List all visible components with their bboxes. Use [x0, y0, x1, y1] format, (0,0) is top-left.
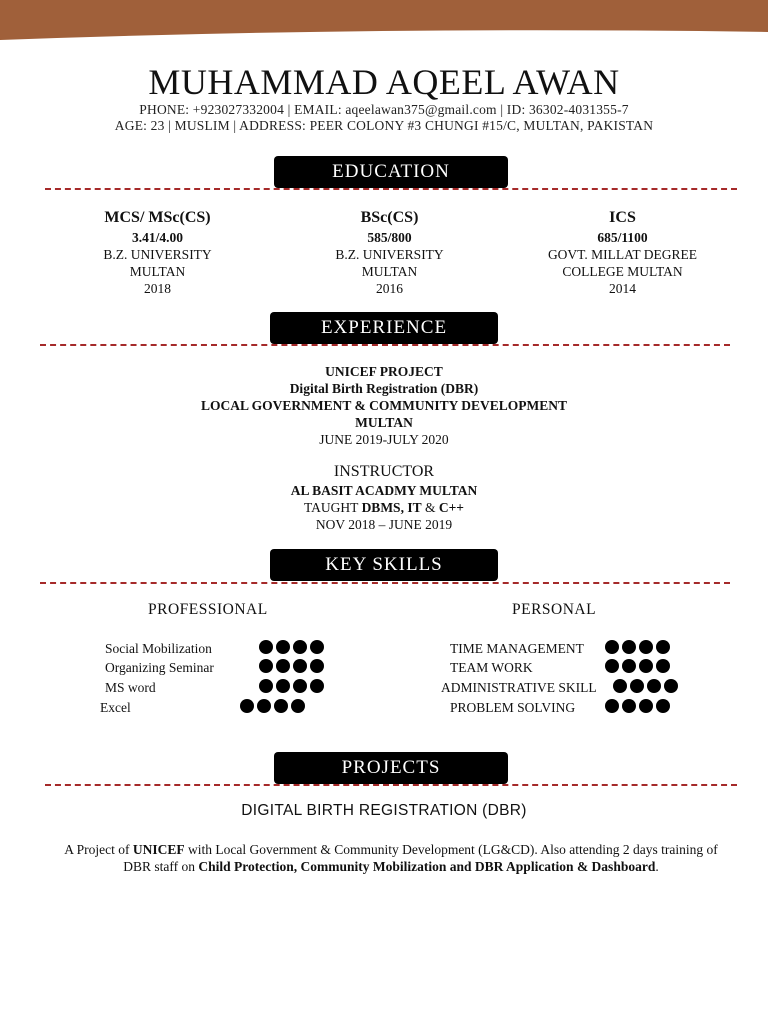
- resume-header: [0, 62, 768, 134]
- degree-institute: GOVT. MILLAT DEGREE: [547, 247, 698, 262]
- skills-section-title: KEY SKILLS: [270, 549, 498, 581]
- skill-label: Excel: [100, 700, 131, 715]
- rating-dot: [276, 659, 290, 673]
- experience-divider: [40, 344, 730, 346]
- rating-dot: [310, 659, 324, 673]
- subjects-main: DBMS, IT: [361, 500, 422, 515]
- skill-rating: [605, 640, 670, 654]
- rating-dot: [291, 699, 305, 713]
- skill-label: TEAM WORK: [450, 660, 533, 675]
- skill-rating: [605, 699, 670, 713]
- degree-institute: B.Z. UNIVERSITY: [103, 247, 212, 262]
- experience-department: LOCAL GOVERNMENT & COMMUNITY DEVELOPMENT: [200, 398, 568, 413]
- experience-city: MULTAN: [355, 415, 413, 430]
- rating-dot: [613, 679, 627, 693]
- rating-dot: [605, 640, 619, 654]
- subjects-prefix: TAUGHT: [304, 500, 362, 515]
- contact-line-2: AGE: 23 | MUSLIM | ADDRESS: PEER COLONY #3 CHUNGI #15/C, MULTAN, PAKISTAN: [114, 118, 654, 133]
- degree-institute: B.Z. UNIVERSITY: [335, 247, 444, 262]
- rating-dot: [622, 699, 636, 713]
- rating-dot: [605, 659, 619, 673]
- degree-name: BSc(CS): [360, 209, 419, 226]
- skill-rating: [613, 679, 678, 693]
- projects-section-title: PROJECTS: [274, 752, 508, 784]
- professional-skills-heading: PROFESSIONAL: [148, 601, 268, 618]
- rating-dot: [656, 699, 670, 713]
- rating-dot: [647, 679, 661, 693]
- desc-part-1: A Project of: [64, 842, 133, 857]
- desc-topics: Child Protection, Community Mobilization and DBR Application & Dashboard: [198, 859, 656, 874]
- contact-line-1: PHONE: +923027332004 | EMAIL: aqeelawan375@gmail.com | ID: 36302-4031355-7: [139, 102, 629, 117]
- rating-dot: [259, 679, 273, 693]
- experience-item-unicef: [0, 363, 768, 448]
- education-item-ics: [530, 207, 715, 297]
- candidate-name: MUHAMMAD AQEEL AWAN: [148, 62, 620, 102]
- rating-dot: [276, 679, 290, 693]
- skill-label: PROBLEM SOLVING: [450, 700, 576, 715]
- rating-dot: [656, 640, 670, 654]
- education-section-title: EDUCATION: [274, 156, 508, 188]
- degree-name: MCS/ MSc(CS): [104, 209, 211, 226]
- experience-project: UNICEF PROJECT: [325, 364, 443, 379]
- experience-program: Digital Birth Registration (DBR): [289, 381, 479, 396]
- experience-org: AL BASIT ACADMY MULTAN: [290, 483, 478, 498]
- degree-grade: 585/800: [367, 230, 412, 245]
- rating-dot: [639, 699, 653, 713]
- subjects-amp: &: [421, 500, 439, 515]
- experience-dates: JUNE 2019-JULY 2020: [319, 432, 449, 447]
- degree-grade: 3.41/4.00: [131, 230, 183, 245]
- degree-year: 2014: [609, 281, 636, 296]
- degree-grade: 685/1100: [597, 230, 648, 245]
- degree-city: MULTAN: [129, 264, 186, 279]
- rating-dot: [639, 640, 653, 654]
- rating-dot: [259, 659, 273, 673]
- experience-item-instructor: [0, 462, 768, 533]
- rating-dot: [639, 659, 653, 673]
- experience-dates: NOV 2018 – JUNE 2019: [315, 517, 453, 532]
- rating-dot: [274, 699, 288, 713]
- skill-label: Organizing Seminar: [105, 660, 214, 675]
- rating-dot: [656, 659, 670, 673]
- skill-rating: [605, 659, 670, 673]
- rating-dot: [240, 699, 254, 713]
- rating-dot: [259, 640, 273, 654]
- skill-rating: [259, 679, 324, 693]
- degree-city: MULTAN: [361, 264, 418, 279]
- degree-city: COLLEGE MULTAN: [562, 264, 683, 279]
- rating-dot: [664, 679, 678, 693]
- rating-dot: [630, 679, 644, 693]
- education-item-bsc: [302, 207, 477, 297]
- degree-year: 2016: [376, 281, 403, 296]
- subjects-cpp: C++: [438, 500, 464, 515]
- skill-label: Social Mobilization: [105, 641, 212, 656]
- skill-label: MS word: [105, 680, 156, 695]
- education-item-mcs: [70, 207, 245, 297]
- project-description: [50, 841, 732, 875]
- experience-subjects: [0, 499, 768, 516]
- desc-unicef: UNICEF: [132, 842, 185, 857]
- skill-label: TIME MANAGEMENT: [450, 641, 584, 656]
- rating-dot: [605, 699, 619, 713]
- rating-dot: [276, 640, 290, 654]
- degree-year: 2018: [144, 281, 171, 296]
- skill-rating: [240, 699, 305, 713]
- desc-part-2: with Local Government & Community Development (LG&CD). Also attending 2 days training of DBR staff on: [123, 842, 718, 874]
- projects-divider: [45, 784, 737, 786]
- personal-skills-heading: PERSONAL: [512, 601, 597, 618]
- rating-dot: [257, 699, 271, 713]
- rating-dot: [293, 679, 307, 693]
- degree-name: ICS: [609, 209, 636, 226]
- experience-role: INSTRUCTOR: [333, 463, 435, 480]
- rating-dot: [622, 659, 636, 673]
- project-title: DIGITAL BIRTH REGISTRATION (DBR): [241, 802, 527, 819]
- skill-rating: [259, 640, 324, 654]
- desc-end: .: [655, 859, 659, 874]
- skill-rating: [259, 659, 324, 673]
- rating-dot: [293, 640, 307, 654]
- education-divider: [45, 188, 737, 190]
- header-band-shape: [0, 0, 768, 40]
- rating-dot: [293, 659, 307, 673]
- rating-dot: [622, 640, 636, 654]
- rating-dot: [310, 679, 324, 693]
- skill-label: ADMINISTRATIVE SKILL: [441, 680, 597, 695]
- experience-section-title: EXPERIENCE: [270, 312, 498, 344]
- header-band: [0, 0, 768, 60]
- rating-dot: [310, 640, 324, 654]
- skills-divider: [40, 582, 730, 584]
